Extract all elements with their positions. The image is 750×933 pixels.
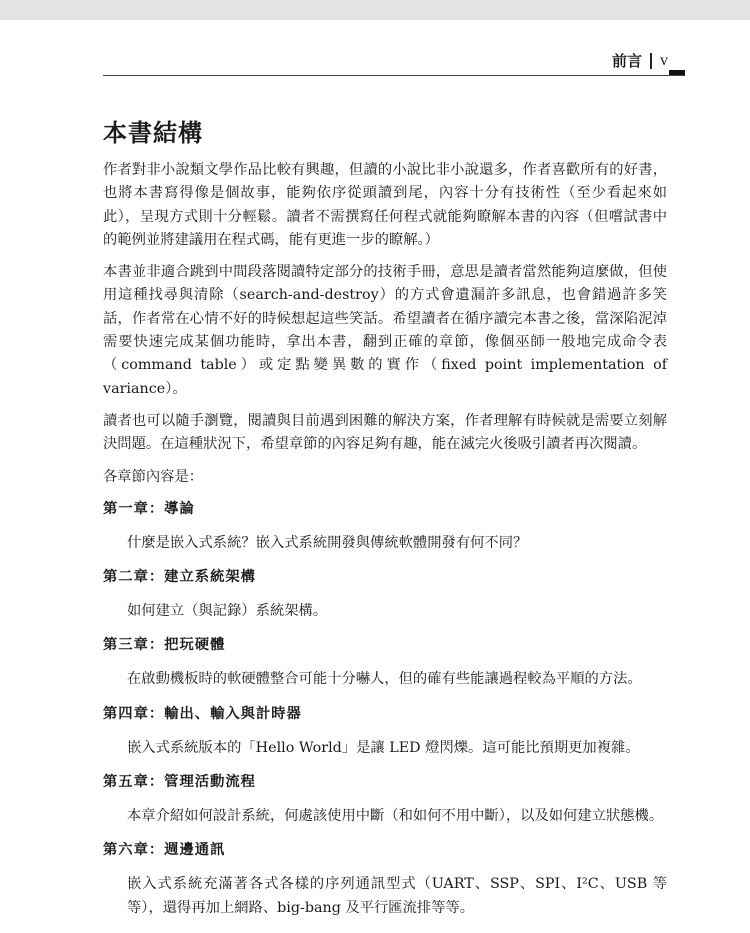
chapter-description: 嵌入式系統版本的「Hello World」是讓 LED 燈閃爍。這可能比預期更加複雜。 — [127, 739, 640, 756]
chapter-title: 第五章：管理活動流程 — [103, 774, 256, 791]
running-head-separator — [650, 53, 652, 69]
chapter-title: 第四章：輸出、輸入與計時器 — [103, 705, 302, 722]
chapters-intro: 各章節內容是： — [103, 468, 204, 485]
chapter-title: 第一章：導論 — [103, 500, 195, 517]
chapter-description: 本章介紹如何設計系統，何處該使用中斷（和如何不用中斷），以及如何建立狀態機。 — [127, 808, 664, 825]
chapter-description: 在啟動機板時的軟硬體整合可能十分嚇人，但的確有些能讓過程較為平順的方法。 — [127, 671, 642, 688]
top-gray-band — [0, 0, 750, 20]
section-title: 本書結構 — [103, 119, 203, 147]
chapter-description: 嵌入式系統充滿著各式各樣的序列通訊型式（UART、SSP、SPI、I²C、USB 等等），還得再加上網路、big-bang 及平行匯流排等等。 — [127, 876, 667, 916]
paragraph: 本書並非適合跳到中間段落閱讀特定部分的技術手冊，意思是讀者當然能夠這麼做，但使用這種找尋與清除（search-and-destroy）的方式會遺漏許多訊息，也會錯過許多笑話，作者常在心情不好的時候想起這些笑話。希望讀者在循序讀完本書之後，當深陷泥淖需要快速完成某個功能時，拿出本書，翻到正確的章節，像個巫師一般地完成命令表（command table）或定點變異數的實作（fixed point implementation of variance）。 — [103, 264, 667, 397]
running-head — [612, 52, 668, 70]
chapter-title: 第二章：建立系統架構 — [103, 569, 256, 586]
page-number: v — [660, 52, 668, 69]
page-content — [103, 118, 667, 931]
running-head-section: 前言 — [611, 52, 642, 70]
header-rule — [103, 75, 685, 76]
paragraph: 作者對非小說類文學作品比較有興趣，但讀的小說比非小說還多，作者喜歡所有的好書，也將本書寫得像是個故事，能夠依序從頭讀到尾，內容十分有技術性（至少看起來如此），呈現方式則十分輕鬆。讀者不需撰寫任何程式就能夠瞭解本書的內容（但嚐試書中的範例並將建議用在程式碼，能有更進一步的瞭解。） — [103, 162, 667, 248]
paragraph: 讀者也可以隨手瀏覽，閱讀與目前遇到困難的解決方案，作者理解有時候就是需要立刻解決問題。在這種狀況下，希望章節的內容足夠有趣，能在滅完火後吸引讀者再次閱讀。 — [103, 412, 667, 453]
chapter-title: 第六章：週邊通訊 — [103, 842, 226, 859]
chapter-description: 如何建立（與記錄）系統架構。 — [127, 603, 328, 620]
chapter-title: 第三章：把玩硬體 — [103, 637, 226, 654]
chapter-description: 什麼是嵌入式系統？嵌入式系統開發與傳統軟體開發有何不同？ — [127, 534, 528, 551]
